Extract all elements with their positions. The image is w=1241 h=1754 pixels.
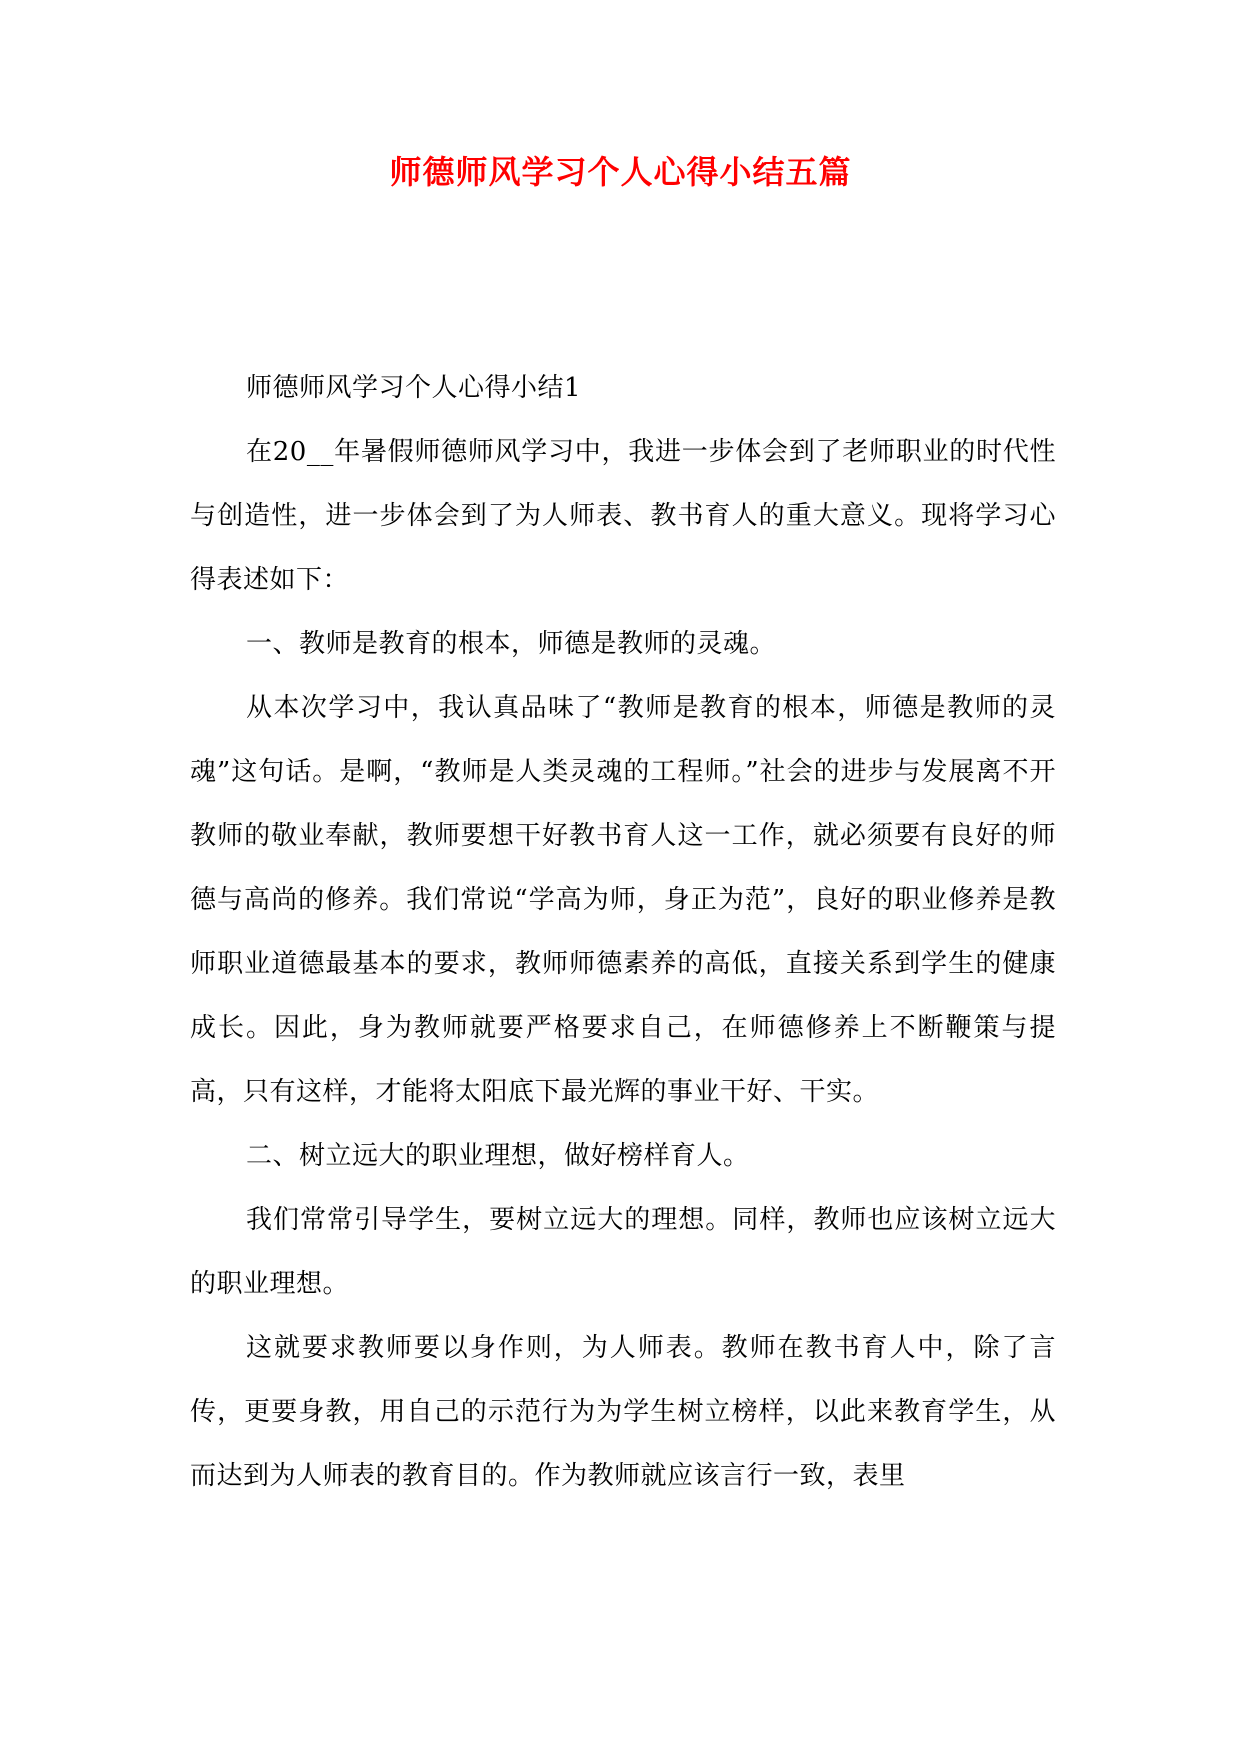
paragraph-point-1: 从本次学习中，我认真品味了“教师是教育的根本，师德是教师的灵魂”这句话。是啊，“教师是人类灵魂的工程师。”社会的进步与发展离不开教师的敬业奉献，教师要想干好教书育人这一工作，就必须要有良好的师德与高尚的修养。我们常说“学高为师，身正为范”，良好的职业修养是教师职业道德最基本的要求，教师师德素养的高低，直接关系到学生的健康成长。因此，身为教师就要严格要求自己，在师德修养上不断鞭策与提高，只有这样，才能将太阳底下最光辉的事业干好、干实。 bbox=[190, 693, 1056, 1107]
section-heading-1: 师德师风学习个人心得小结1 bbox=[246, 373, 582, 403]
point-heading-1: 一、教师是教育的根本，师德是教师的灵魂。 bbox=[246, 629, 777, 659]
paragraph-point-2-continued: 这就要求教师要以身作则，为人师表。教师在教书育人中，除了言传，更要身教，用自己的示范行为为学生树立榜样，以此来教育学生，从而达到为人师表的教育目的。作为教师就应该言行一致，表里 bbox=[190, 1333, 1056, 1491]
point-heading-2: 二、树立远大的职业理想，做好榜样育人。 bbox=[246, 1141, 750, 1171]
paragraph-point-2: 我们常常引导学生，要树立远大的理想。同样，教师也应该树立远大的职业理想。 bbox=[190, 1205, 1056, 1299]
document-body bbox=[190, 356, 1056, 1508]
paragraph-intro: 在20__年暑假师德师风学习中，我进一步体会到了老师职业的时代性与创造性，进一步体会到了为人师表、教书育人的重大意义。现将学习心得表述如下： bbox=[190, 437, 1056, 595]
document-title: 师德师风学习个人心得小结五篇 bbox=[389, 153, 852, 191]
